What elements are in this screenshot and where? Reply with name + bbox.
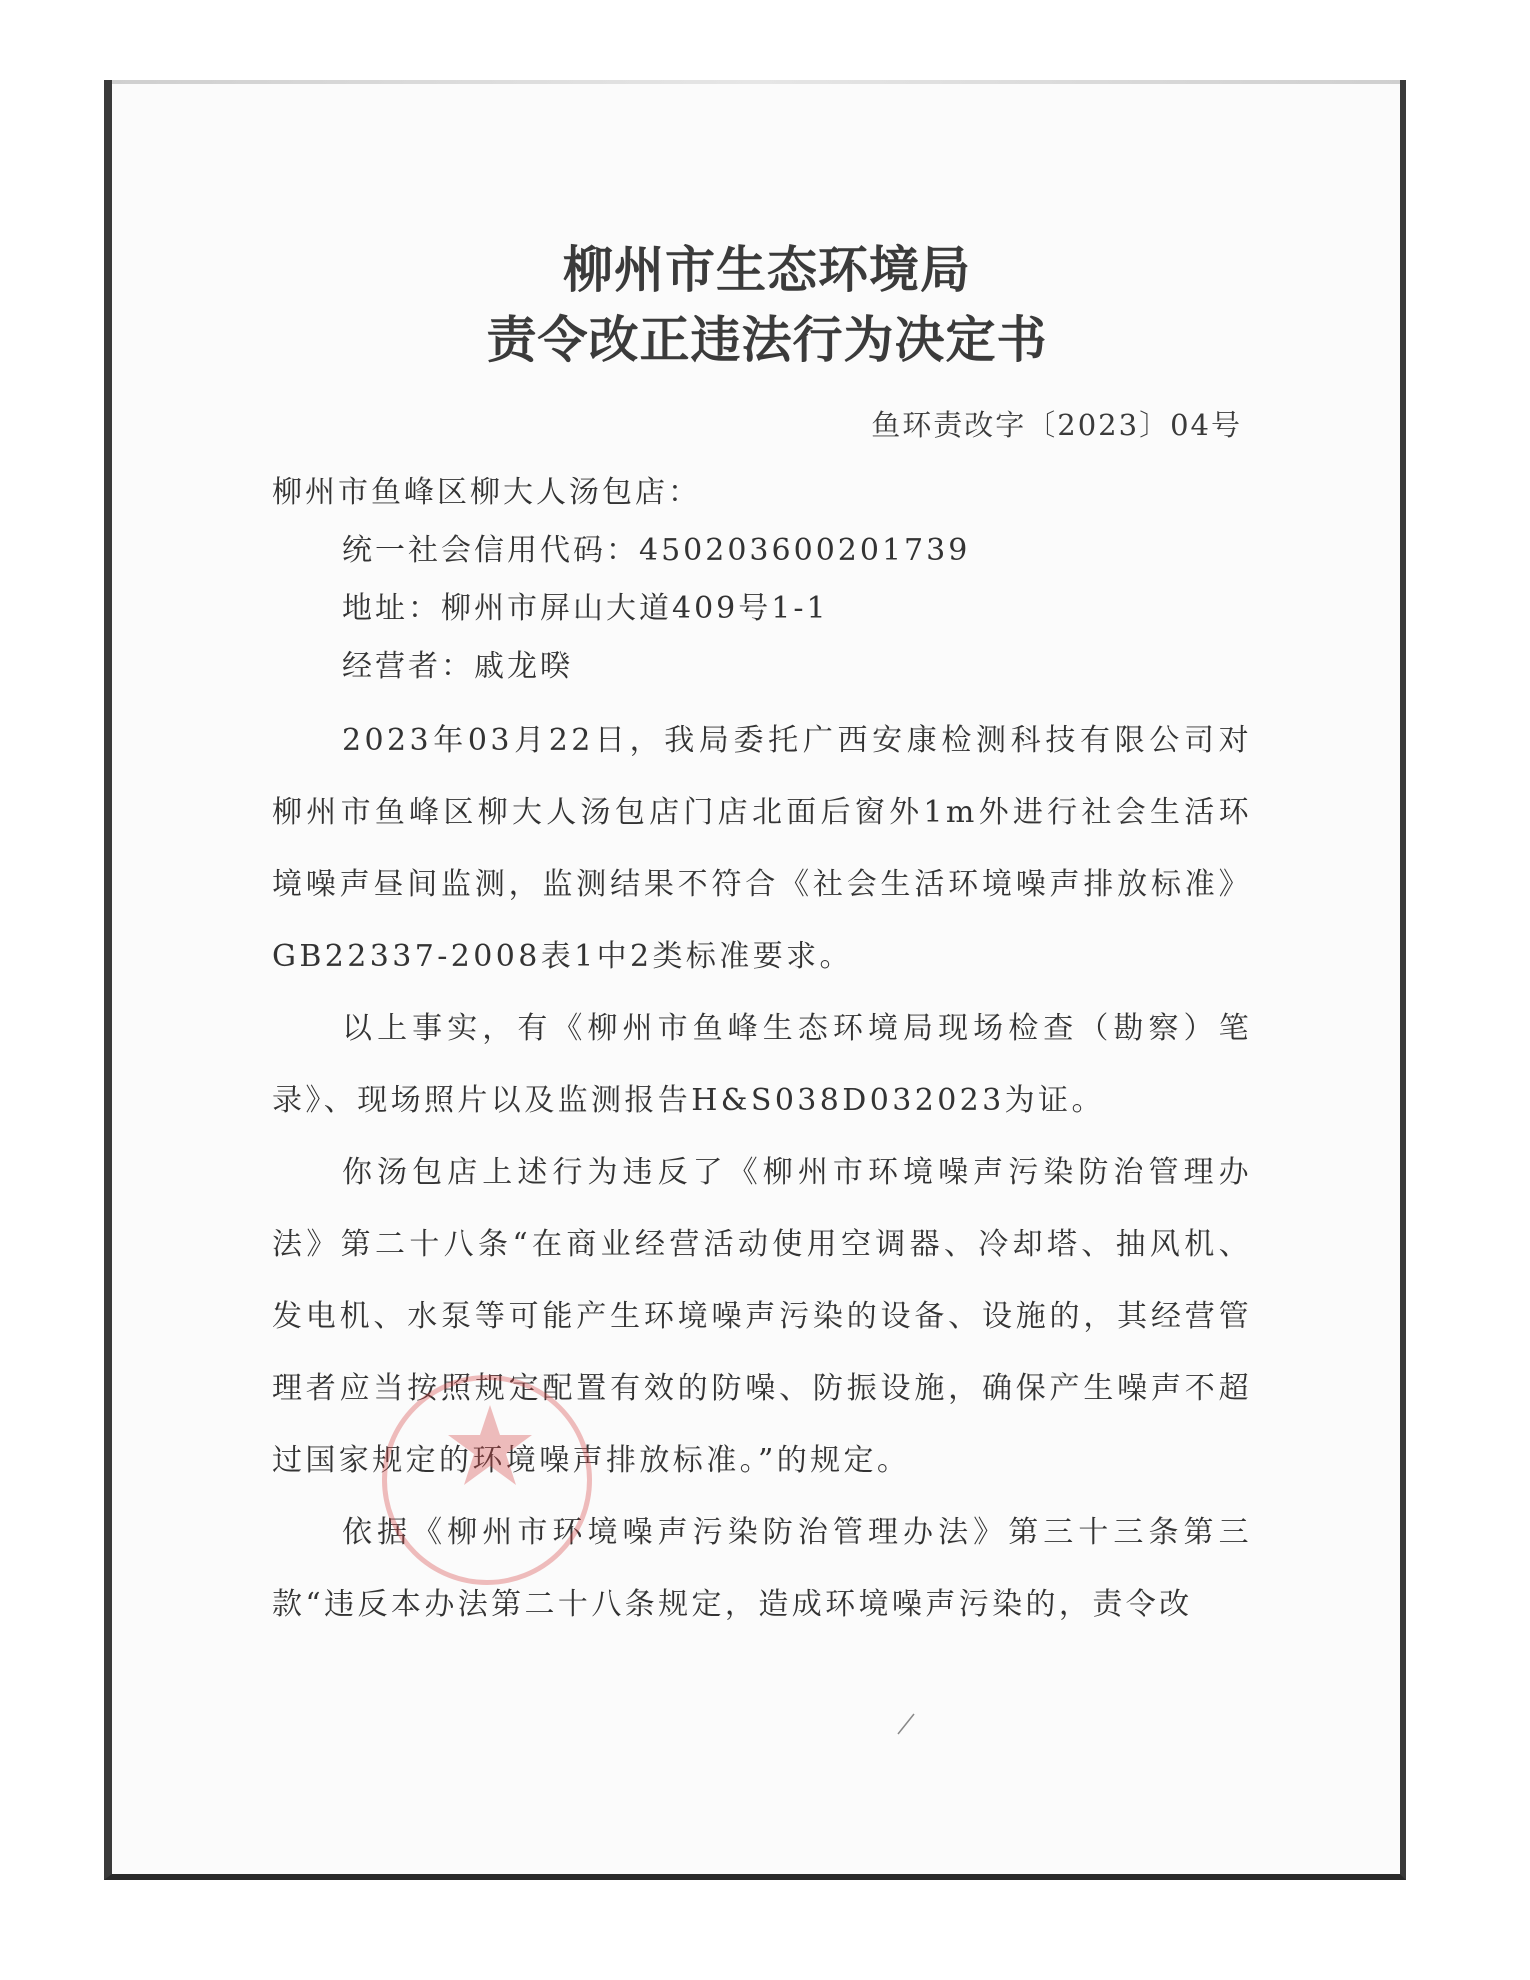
recipient-name: 柳州市鱼峰区柳大人汤包店： bbox=[272, 475, 701, 510]
address: 地址：柳州市屏山大道409号1-1 bbox=[342, 591, 829, 626]
document-number: 鱼环责改字〔2023〕04号 bbox=[871, 408, 1242, 442]
page-edge bbox=[112, 80, 1400, 84]
paragraph-evidence: 以上事实，有《柳州市鱼峰生态环境局现场检查（勘察）笔录》、现场照片以及监测报告H&S038D032023为证。 bbox=[272, 1011, 1252, 1118]
operator: 经营者：戚龙暌 bbox=[342, 649, 573, 684]
document-page bbox=[104, 80, 1406, 1880]
paragraph-basis: 依据《柳州市环境噪声污染防治管理办法》第三十三条第三款“违反本办法第二十八条规定，造成环境噪声污染的，责令改 bbox=[272, 1515, 1252, 1622]
pen-mark-icon bbox=[892, 1708, 922, 1738]
paragraph-facts: 2023年03月22日，我局委托广西安康检测科技有限公司对柳州市鱼峰区柳大人汤包店门店北面后窗外1m外进行社会生活环境噪声昼间监测，监测结果不符合《社会生活环境噪声排放标准》GB22337-2008表1中2类标准要求。 bbox=[272, 723, 1252, 974]
document-body bbox=[272, 235, 1252, 1641]
paragraph-violation: 你汤包店上述行为违反了《柳州市环境噪声污染防治管理办法》第二十八条“在商业经营活动使用空调器、冷却塔、抽风机、发电机、水泵等可能产生环境噪声污染的设备、设施的，其经营管理者应当按照规定配置有效的防噪、防振设施，确保产生噪声不超过国家规定的环境噪声排放标准。”的规定。 bbox=[272, 1155, 1252, 1478]
credit-code: 统一社会信用代码：450203600201739 bbox=[342, 533, 971, 568]
document-title: 责令改正违法行为决定书 bbox=[486, 311, 1048, 369]
issuer-title: 柳州市生态环境局 bbox=[563, 241, 971, 299]
